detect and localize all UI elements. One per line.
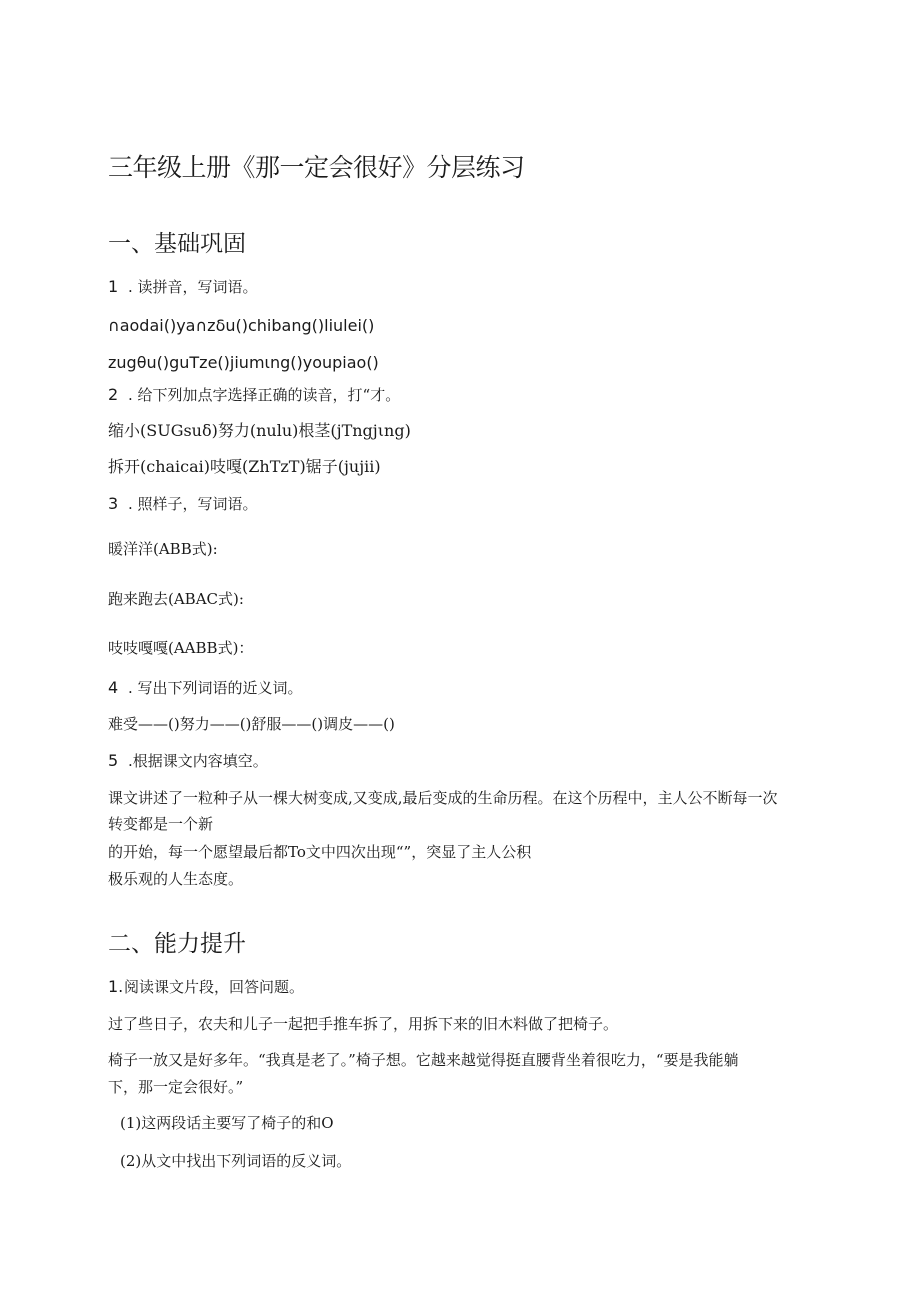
passage-line: 下，那一定会很好。” [108, 1078, 244, 1096]
sub-question: (1)这两段话主要写了椅子的和O [120, 1114, 334, 1132]
paragraph-line: 的开始，每一个愿望最后都To文中四次出现“”，突显了主人公积 [108, 843, 532, 861]
question-1 [108, 277, 258, 297]
question-number: 4 [108, 678, 119, 697]
question-number: 1. [108, 977, 124, 996]
paragraph-line: 课文讲述了一粒种子从一棵大树变成,又变成,最后变成的生命历程。在这个历程中，主人公不断每一次 [108, 789, 778, 807]
question-number: 5 [108, 751, 119, 770]
pinyin-line: ∩aodai()ya∩zδu()chibang()liulei() [108, 316, 375, 335]
question-4 [108, 678, 303, 698]
question-number: 1 [108, 277, 119, 296]
question-text: .根据课文内容填空。 [128, 752, 268, 770]
word-pattern: 暖洋洋(ABB式): [108, 540, 218, 558]
question-5 [108, 751, 268, 771]
reading-choice-line: 缩小(SUGsuδ)努力(nulu)根茎(jTngjιng) [108, 421, 411, 440]
word-pattern: 吱吱嘎嘎(AABB式)： [108, 639, 254, 657]
question-3 [108, 494, 258, 514]
question-text: . 给下列加点字选择正确的读音，打“才。 [128, 386, 401, 404]
question-number: 3 [108, 494, 119, 513]
passage-line: 过了些日子，农夫和儿子一起把手推车拆了，用拆下来的旧木料做了把椅子。 [108, 1015, 619, 1033]
question-ability-1 [108, 977, 304, 997]
section-heading-basic: 一、基础巩固 [108, 231, 246, 257]
reading-choice-line: 拆开(chaicai)吱嘎(ZhTzT)锯子(jujii) [108, 457, 381, 476]
question-number: 2 [108, 385, 119, 404]
section-heading-ability: 二、能力提升 [108, 931, 246, 957]
sub-question: (2)从文中找出下列词语的反义词。 [120, 1152, 352, 1170]
question-text: . 照样子，写词语。 [128, 495, 258, 513]
word-pattern: 跑来跑去(ABAC式): [108, 590, 244, 608]
synonym-line: 难受——()努力——()舒服——()调皮——() [108, 715, 395, 733]
question-2 [108, 385, 400, 405]
pinyin-line: zugθu()guTze()jiumιng()youpiao() [108, 353, 379, 372]
passage-line: 椅子一放又是好多年。“我真是老了。”椅子想。它越来越觉得挺直腰背坐着很吃力，“要是我能躺 [108, 1051, 739, 1069]
question-text: . 写出下列词语的近义词。 [128, 679, 303, 697]
paragraph-line: 极乐观的人生态度。 [108, 870, 244, 888]
page-title: 三年级上册《那一定会很好》分层练习 [108, 153, 525, 182]
paragraph-line: 转变都是一个新 [108, 815, 214, 833]
question-text: . 读拼音，写词语。 [128, 278, 258, 296]
question-text: 阅读课文片段，回答问题。 [124, 978, 305, 996]
